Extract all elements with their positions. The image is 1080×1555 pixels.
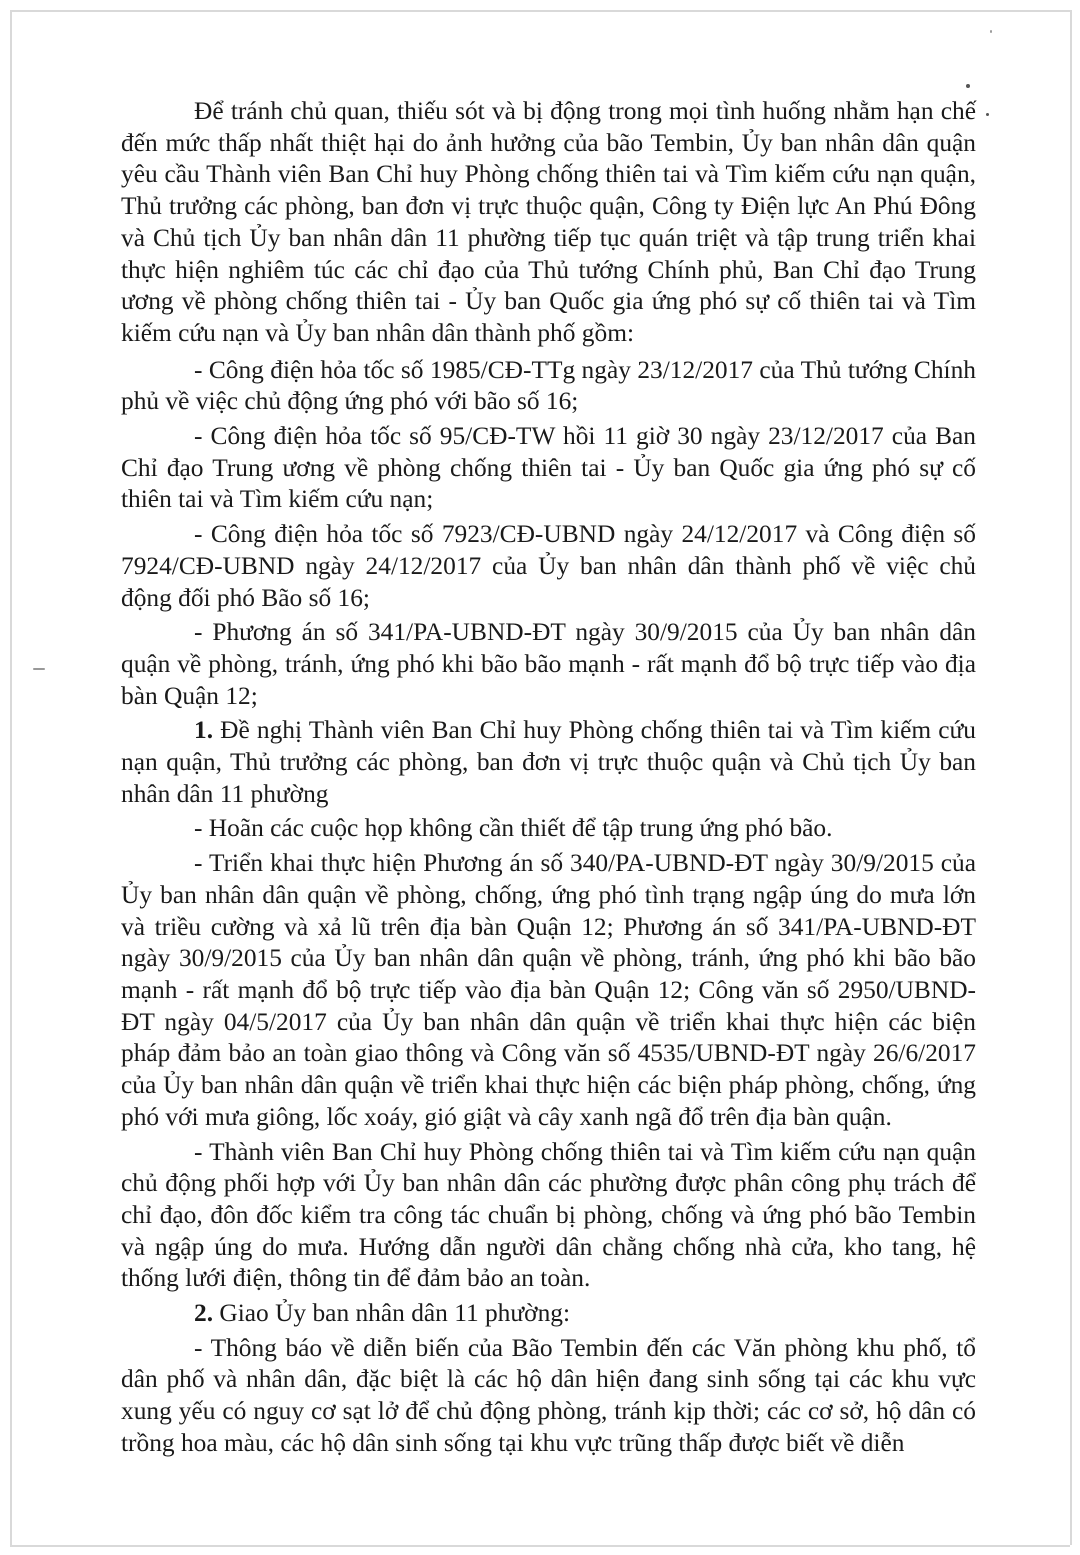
paragraph-item: - Hoãn các cuộc họp không cần thiết để tập trung ứng phó bão.	[194, 814, 833, 843]
section-text: Giao Ủy ban nhân dân 11 phường:	[213, 1299, 571, 1328]
paragraph-item: - Công điện hỏa tốc số 7923/CĐ-UBND ngày 24/12/2017 và Công điện số 7924/CĐ-UBND ngày 24/12/2017 của Ủy ban nhân dân thành phố về việc chủ động đối phó Bão số 16;	[121, 520, 976, 612]
scan-speck	[966, 84, 970, 88]
scan-border-left	[10, 10, 12, 1545]
paragraph-section-2	[121, 1298, 976, 1330]
scan-speck	[990, 30, 992, 33]
paragraph-intro: Để tránh chủ quan, thiếu sót và bị động trong mọi tình huống nhằm hạn chế đến mức thấp nhất thiệt hại do ảnh hưởng của bão Tembin, Ủy ban nhân dân quận yêu cầu Thành viên Ban Chỉ huy Phòng chống thiên tai và Tìm kiếm cứu nạn quận, Thủ trưởng các phòng, ban đơn vị trực thuộc quận, Công ty Điện lực An Phú Đông và Chủ tịch Ủy ban nhân dân 11 phường tiếp tục quán triệt và tập trung triển khai thực hiện nghiêm túc các chỉ đạo của Thủ tướng Chính phủ, Ban Chỉ đạo Trung ương về phòng chống thiên tai - Ủy ban Quốc gia ứng phó sự cố thiên tai và Tìm kiếm cứu nạn và Ủy ban nhân dân thành phố gồm:	[121, 97, 976, 347]
paragraph-item: - Phương án số 341/PA-UBND-ĐT ngày 30/9/2015 của Ủy ban nhân dân quận về phòng, tránh, ứng phó khi bão bão mạnh - rất mạnh đổ bộ trực tiếp vào địa bàn Quận 12;	[121, 618, 976, 710]
scan-speck	[986, 113, 989, 116]
paragraph-section-1	[121, 715, 976, 810]
paragraph-item: - Thành viên Ban Chỉ huy Phòng chống thiên tai và Tìm kiếm cứu nạn quận chủ động phối hợp với Ủy ban nhân dân các phường được phân công phụ trách để chỉ đạo, đôn đốc kiểm tra công tác chuẩn bị phòng, chống và ứng phó bão Tembin và ngập úng do mưa. Hướng dẫn người dân chằng chống nhà cửa, kho tang, hệ thống lưới điện, thông tin để đảm bảo an toàn.	[121, 1137, 976, 1293]
scan-speck	[33, 668, 45, 670]
scan-border-top	[10, 10, 1070, 12]
section-number: 2.	[194, 1299, 214, 1328]
document-body	[121, 96, 976, 1463]
scan-border-right	[1070, 10, 1072, 1545]
paragraph-item: - Công điện hỏa tốc số 1985/CĐ-TTg ngày 23/12/2017 của Thủ tướng Chính phủ về việc chủ động ứng phó với bão số 16;	[121, 355, 976, 416]
section-text: Đề nghị Thành viên Ban Chỉ huy Phòng chống thiên tai và Tìm kiếm cứu nạn quận, Thủ trưởng các phòng, ban đơn vị trực thuộc quận và Chủ tịch Ủy ban nhân dân 11 phường	[121, 716, 976, 808]
scan-border-bottom	[10, 1545, 1070, 1547]
section-number: 1.	[194, 716, 214, 745]
paragraph-item: - Triển khai thực hiện Phương án số 340/PA-UBND-ĐT ngày 30/9/2015 của Ủy ban nhân dân quận về phòng, chống, ứng phó tình trạng ngập úng do mưa lớn và triều cường và xả lũ trên địa bàn Quận 12; Phương án số 341/PA-UBND-ĐT ngày 30/9/2015 của Ủy ban nhân dân quận về phòng, tránh, ứng phó khi bão bão mạnh - rất mạnh đổ bộ trực tiếp vào địa bàn Quận 12; Công văn số 2950/UBND-ĐT ngày 04/5/2017 của Ủy ban nhân dân quận về triển khai thực hiện các biện pháp đảm bảo an toàn giao thông và Công văn số 4535/UBND-ĐT ngày 26/6/2017 của Ủy ban nhân dân quận về triển khai thực hiện các biện pháp phòng, chống, ứng phó với mưa giông, lốc xoáy, gió giật và cây xanh ngã đổ trên địa bàn quận.	[121, 849, 976, 1131]
paragraph-item: - Thông báo về diễn biến của Bão Tembin đến các Văn phòng khu phố, tổ dân phố và nhân dân, đặc biệt là các hộ dân hiện đang sinh sống tại các khu vực xung yếu có nguy cơ sạt lở để chủ động phòng, tránh kịp thời; các cơ sở, hộ dân có trồng hoa màu, các hộ dân sinh sống tại khu vực trũng thấp được biết về diễn	[121, 1333, 976, 1457]
paragraph-item: - Công điện hỏa tốc số 95/CĐ-TW hồi 11 giờ 30 ngày 23/12/2017 của Ban Chỉ đạo Trung ương về phòng chống thiên tai - Ủy ban Quốc gia ứng phó sự cố thiên tai và Tìm kiếm cứu nạn;	[121, 422, 976, 514]
